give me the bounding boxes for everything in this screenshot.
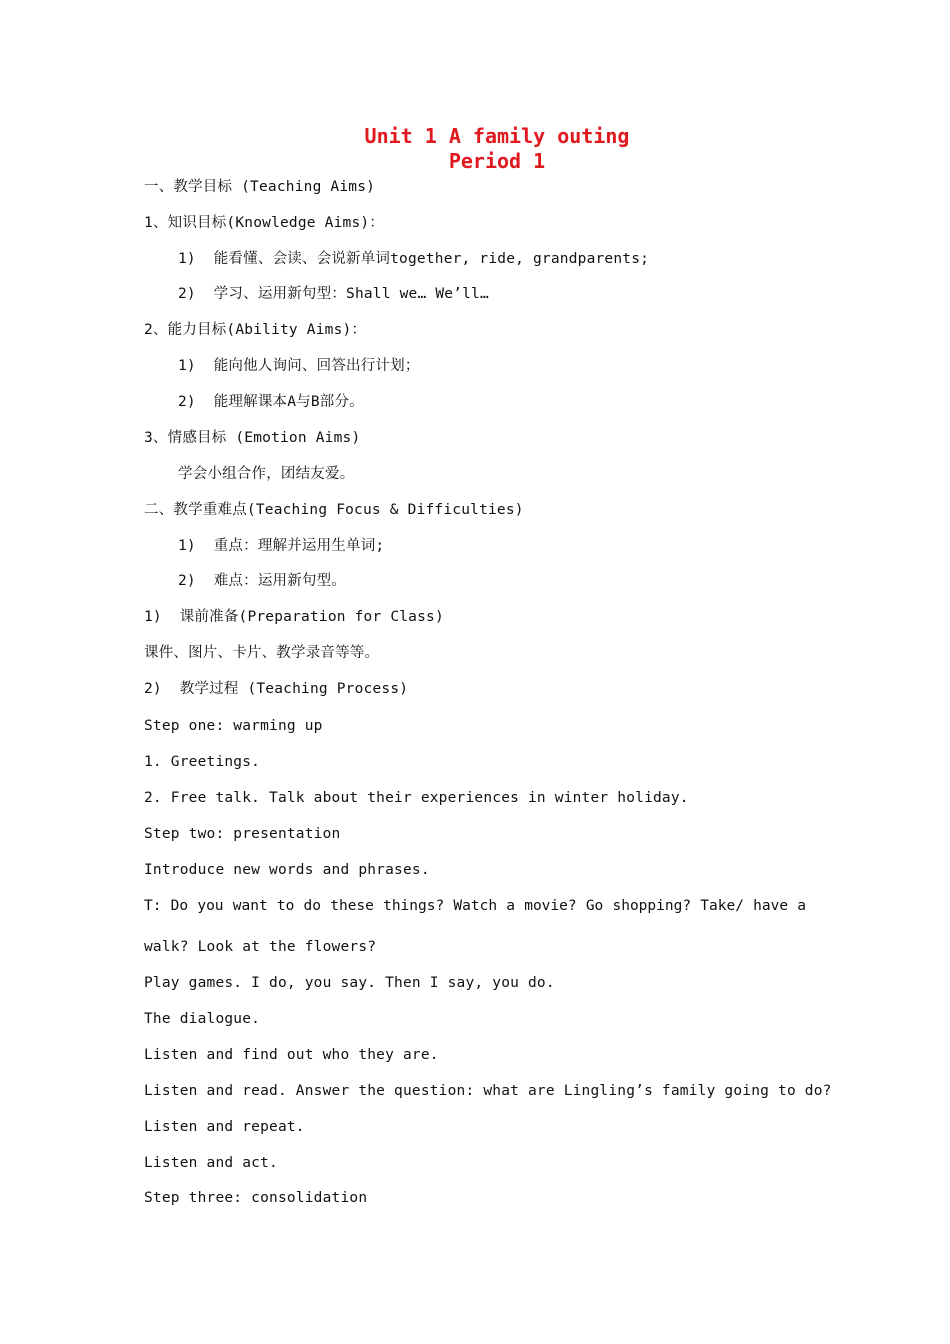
play-games-line: Play games. I do, you say. Then I say, you do. [144,975,555,991]
knowledge-aim-1: 1) 能看懂、会读、会说新单词together, ride, grandparents; [178,251,650,267]
knowledge-aims-heading: 1、知识目标(Knowledge Aims)： [144,215,385,231]
title-period: Period 1 [448,149,546,173]
preparation-text: 课件、图片、卡片、教学录音等等。 [144,645,380,661]
emotion-aims-heading: 3、情感目标 (Emotion Aims) [144,430,361,446]
step-three-heading: Step three: consolidation [144,1190,368,1206]
focus-difficulties-heading: 二、教学重难点(Teaching Focus & Difficulties) [144,502,524,518]
ability-aims-heading: 2、能力目标(Ability Aims)： [144,322,367,338]
ability-aim-1: 1) 能向他人询问、回答出行计划； [178,358,420,374]
dialogue-step-4: Listen and act. [144,1155,278,1171]
step-two-heading: Step two: presentation [144,826,341,842]
ability-aim-2: 2) 能理解课本A与B部分。 [178,394,364,410]
teacher-question-line-1: T: Do you want to do these things? Watch a movie? Go shopping? Take/ have a [144,898,806,914]
teaching-process-heading: 2) 教学过程 (Teaching Process) [144,681,409,697]
emotion-aim-text: 学会小组合作，团结友爱。 [178,466,355,482]
step-two-intro: Introduce new words and phrases. [144,862,430,878]
difficulty-point: 2) 难点：运用新句型。 [178,573,347,589]
teacher-question-line-2: walk? Look at the flowers? [144,939,377,955]
step-one-item-1: 1. Greetings. [144,754,261,770]
step-one-heading: Step one: warming up [144,718,323,734]
section-teaching-aims-heading: 一、教学目标 (Teaching Aims) [144,179,376,195]
title-unit: Unit 1 A family outing [364,124,630,148]
dialogue-step-2: Listen and read. Answer the question: what are Lingling’s family going to do? [144,1083,832,1099]
dialogue-step-1: Listen and find out who they are. [144,1047,439,1063]
dialogue-step-3: Listen and repeat. [144,1119,305,1135]
preparation-heading: 1) 课前准备(Preparation for Class) [144,609,444,625]
focus-point: 1) 重点：理解并运用生单词; [178,538,385,554]
step-one-item-2: 2. Free talk. Talk about their experiences in winter holiday. [144,790,689,806]
dialogue-heading: The dialogue. [144,1011,261,1027]
knowledge-aim-2: 2) 学习、运用新句型：Shall we… We’ll… [178,286,489,302]
document-title [0,124,950,174]
